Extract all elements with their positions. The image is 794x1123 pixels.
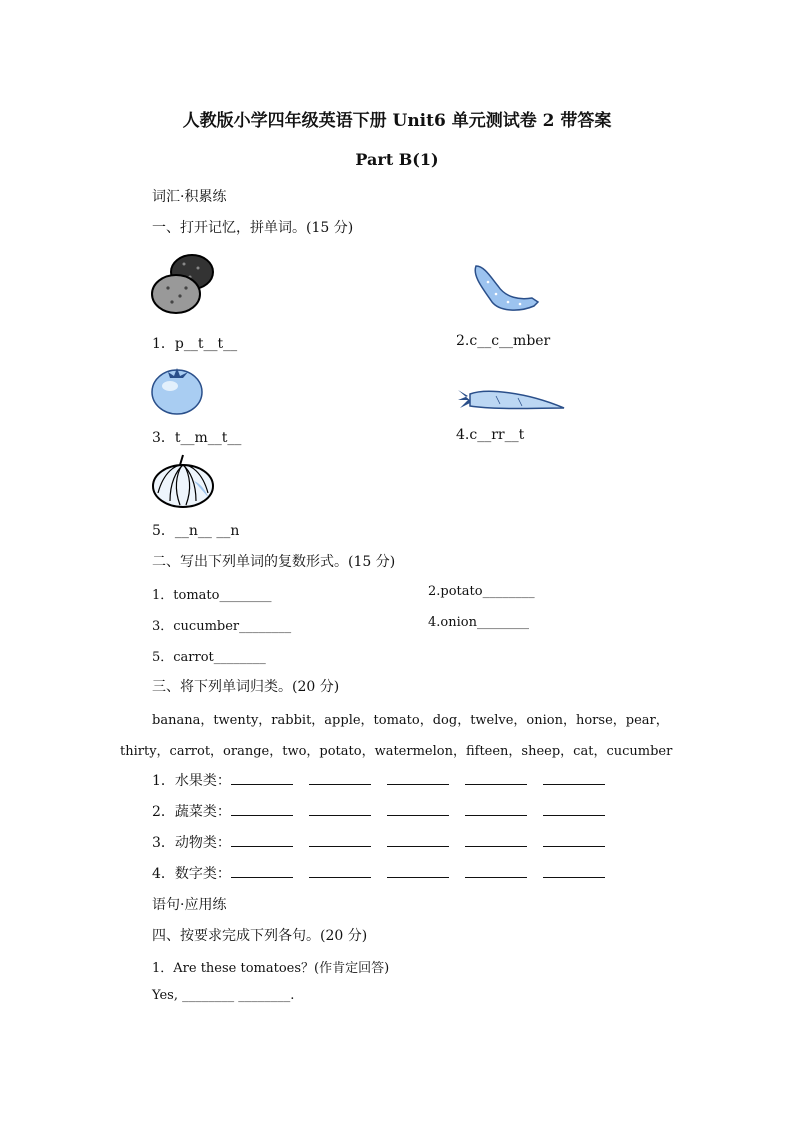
q3-words-line-2: thirty，carrot，orange，two，potato，watermelon，fifteen，sheep，cat，cucumber bbox=[120, 744, 673, 759]
q3-category-row bbox=[152, 863, 621, 883]
answer-blank[interactable] bbox=[387, 834, 449, 847]
q1-item-1: 1．p__t__t__ bbox=[152, 336, 238, 352]
answer-blank[interactable] bbox=[231, 865, 293, 878]
q1-item-2: 2.c__c__mber bbox=[456, 333, 551, 349]
q4-answer-1: Yes, ________ ________. bbox=[152, 988, 295, 1003]
q1-item-5: 5．__n__ __n bbox=[152, 523, 240, 539]
q2-item-2: 2.potato________ bbox=[428, 584, 535, 599]
q1-item-3: 3．t__m__t__ bbox=[152, 430, 242, 446]
q2-heading: 二、写出下列单词的复数形式。(15 分) bbox=[152, 554, 396, 570]
cucumber-icon bbox=[470, 262, 542, 320]
answer-blank[interactable] bbox=[309, 803, 371, 816]
answer-blank[interactable] bbox=[387, 772, 449, 785]
answer-blank[interactable] bbox=[309, 772, 371, 785]
answer-blank[interactable] bbox=[231, 834, 293, 847]
section-sentence: 语句·应用练 bbox=[152, 897, 227, 913]
answer-blank[interactable] bbox=[309, 865, 371, 878]
answer-blank[interactable] bbox=[231, 772, 293, 785]
q3-category-label: 3．动物类： bbox=[152, 835, 231, 851]
answer-blank[interactable] bbox=[543, 834, 605, 847]
q2-item-3: 3．cucumber________ bbox=[152, 619, 292, 634]
answer-blank[interactable] bbox=[309, 834, 371, 847]
q3-category-label: 2．蔬菜类： bbox=[152, 804, 231, 820]
section-vocab: 词汇·积累练 bbox=[152, 189, 227, 205]
q4-heading: 四、按要求完成下列各句。(20 分) bbox=[152, 928, 368, 944]
answer-blank[interactable] bbox=[465, 865, 527, 878]
answer-blank[interactable] bbox=[387, 865, 449, 878]
q2-item-4: 4.onion________ bbox=[428, 615, 529, 630]
answer-blank[interactable] bbox=[465, 803, 527, 816]
q3-heading: 三、将下列单词归类。(20 分) bbox=[152, 679, 340, 695]
carrot-icon bbox=[456, 384, 566, 414]
q3-words-line-1: banana，twenty，rabbit，apple，tomato，dog，twelve，onion，horse，pear， bbox=[152, 713, 669, 728]
q1-item-4: 4.c__rr__t bbox=[456, 427, 525, 443]
answer-blank[interactable] bbox=[543, 772, 605, 785]
answer-blank[interactable] bbox=[543, 803, 605, 816]
potato-icon bbox=[150, 250, 216, 316]
q3-category-label: 1．水果类： bbox=[152, 773, 231, 789]
answer-blank[interactable] bbox=[465, 834, 527, 847]
q3-category-row bbox=[152, 770, 621, 790]
q3-category-row bbox=[152, 832, 621, 852]
page-title: 人教版小学四年级英语下册 Unit6 单元测试卷 2 带答案 bbox=[182, 111, 612, 131]
page-subtitle: Part B(1) bbox=[355, 150, 439, 169]
tomato-icon bbox=[150, 362, 206, 416]
answer-blank[interactable] bbox=[465, 772, 527, 785]
answer-blank[interactable] bbox=[387, 803, 449, 816]
q2-item-5: 5．carrot________ bbox=[152, 650, 266, 665]
q4-item-1: 1．Are these tomatoes？(作肯定回答) bbox=[152, 961, 390, 976]
q2-item-1: 1．tomato________ bbox=[152, 588, 272, 603]
answer-blank[interactable] bbox=[231, 803, 293, 816]
onion-icon bbox=[150, 453, 216, 509]
q3-category-label: 4．数字类： bbox=[152, 866, 231, 882]
answer-blank[interactable] bbox=[543, 865, 605, 878]
q1-heading: 一、打开记忆，拼单词。(15 分) bbox=[152, 220, 354, 236]
q3-category-row bbox=[152, 801, 621, 821]
